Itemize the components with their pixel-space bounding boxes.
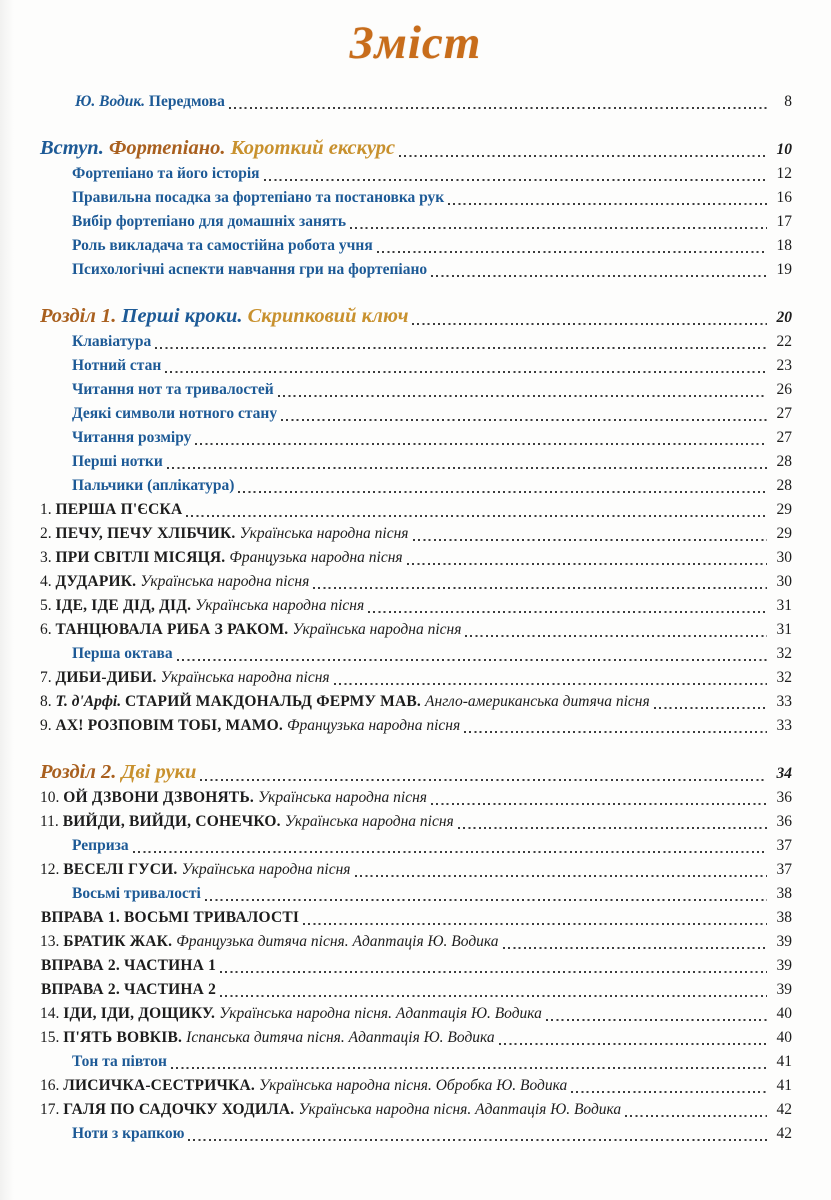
toc-entry — [40, 1002, 792, 1026]
toc-entry-text — [40, 1026, 495, 1050]
toc-entry-text — [72, 402, 277, 426]
toc-segment: Українська народна пісня — [239, 525, 409, 542]
toc-entry — [72, 1050, 792, 1074]
toc-segment: Тон та півтон — [72, 1053, 167, 1070]
dot-leader — [186, 515, 767, 517]
page-number: 42 — [776, 1125, 792, 1142]
toc-entry-text — [40, 570, 309, 594]
toc-segment: Читання нот та тривалостей — [72, 381, 274, 398]
dot-leader — [155, 347, 767, 349]
dot-leader — [334, 683, 767, 685]
toc-segment: ГАЛЯ ПО САДОЧКУ ХОДИЛА. — [63, 1101, 299, 1118]
toc-segment: Нотний стан — [72, 357, 162, 374]
dot-leader — [133, 851, 767, 853]
toc-entry-text — [40, 1002, 542, 1026]
toc-entry — [40, 786, 792, 810]
toc-entry — [40, 1098, 792, 1122]
toc-segment: АХ! РОЗПОВІМ ТОБІ, МАМО. — [55, 717, 288, 734]
toc-segment: Французька народна пісня — [229, 549, 403, 566]
toc-entry-text — [72, 330, 151, 354]
page-number: 22 — [776, 333, 792, 350]
dot-leader — [238, 491, 767, 493]
dot-leader — [464, 731, 767, 733]
page-number: 41 — [776, 1053, 792, 1070]
page-number: 8 — [784, 93, 792, 110]
toc-entry-text — [72, 450, 163, 474]
toc-entry-text — [41, 906, 299, 930]
toc-entry — [41, 954, 792, 978]
toc-segment: Фортепіано та його історія — [72, 165, 260, 182]
toc-entry-text — [72, 378, 274, 402]
dot-leader — [313, 587, 767, 589]
toc-segment: СТАРИЙ МАКДОНАЛЬД ФЕРМУ МАВ. — [124, 693, 426, 710]
toc-entry — [72, 834, 792, 858]
dot-leader — [264, 179, 767, 181]
page-number: 10 — [776, 141, 792, 158]
toc-entry — [40, 810, 792, 834]
toc-entry-text — [72, 474, 234, 498]
toc-segment: 8. — [40, 693, 56, 710]
toc-entry — [41, 906, 792, 930]
toc-entry — [72, 186, 792, 210]
page-number: 38 — [776, 909, 792, 926]
dot-leader — [188, 1139, 767, 1141]
toc-segment: 4. — [40, 573, 56, 590]
page-number: 18 — [776, 237, 792, 254]
toc-segment: ВЕСЕЛІ ГУСИ. — [63, 861, 182, 878]
toc-entry — [72, 378, 792, 402]
page-number: 31 — [776, 597, 792, 614]
page-number: 34 — [776, 765, 792, 782]
toc-segment: Дві руки — [121, 761, 197, 783]
dot-leader — [350, 227, 767, 229]
dot-leader — [413, 539, 768, 541]
dot-leader — [448, 203, 767, 205]
toc-entry — [40, 714, 792, 738]
toc-segment: 9. — [40, 717, 56, 734]
page-number: 40 — [776, 1005, 792, 1022]
toc-segment: 7. — [40, 669, 56, 686]
dot-leader — [355, 875, 768, 877]
toc-segment: Перші кроки. — [121, 305, 248, 327]
toc-entry-text — [40, 666, 330, 690]
dot-leader — [571, 1091, 767, 1093]
page-number: 42 — [776, 1101, 792, 1118]
page-number: 19 — [776, 261, 792, 278]
page-number: 32 — [776, 669, 792, 686]
toc-segment: ВПРАВА 2. ЧАСТИНА 2 — [41, 981, 217, 998]
toc-entry — [72, 882, 792, 906]
page-number: 30 — [776, 549, 792, 566]
toc-segment: Реприза — [72, 837, 129, 854]
toc-entry-text — [72, 642, 173, 666]
page-number: 40 — [776, 1029, 792, 1046]
page-number: 38 — [776, 885, 792, 902]
toc-entry-text — [40, 303, 408, 330]
toc-entry-text — [72, 834, 129, 858]
page-number: 41 — [776, 1077, 792, 1094]
toc-segment: Ю. Водик. — [75, 93, 149, 110]
toc-segment: 1. — [40, 501, 56, 518]
toc-segment: Українська народна пісня — [258, 789, 428, 806]
page-number: 16 — [776, 189, 792, 206]
toc-entry — [72, 450, 792, 474]
page-number: 28 — [776, 453, 792, 470]
toc-entry — [40, 1026, 792, 1050]
page-number: 23 — [776, 357, 792, 374]
page-number: 32 — [776, 645, 792, 662]
toc-segment: Короткий екскурс — [230, 137, 396, 159]
toc-segment: Правильна посадка за фортепіано та постановка рук — [72, 189, 445, 206]
toc-entry-text — [40, 714, 460, 738]
toc-segment: 11. — [40, 813, 63, 830]
toc-segment: ВИЙДИ, ВИЙДИ, СОНЕЧКО. — [62, 813, 285, 830]
toc-entry-text — [40, 618, 461, 642]
page-number: 17 — [776, 213, 792, 230]
page-number: 26 — [776, 381, 792, 398]
toc-entry — [72, 210, 792, 234]
toc-segment: 3. — [40, 549, 56, 566]
toc-entry-text — [41, 978, 216, 1002]
toc-segment: Роль викладача та самостійна робота учня — [72, 237, 373, 254]
toc-entry — [40, 666, 792, 690]
dot-leader — [654, 707, 767, 709]
toc-entry-text — [72, 1122, 184, 1146]
toc-segment: Деякі символи нотного стану — [72, 405, 278, 422]
toc-segment: Восьмі тривалості — [72, 885, 201, 902]
toc-entry — [72, 642, 792, 666]
toc-entry — [75, 90, 792, 114]
toc-entry-text — [40, 522, 409, 546]
toc-entry-text — [40, 594, 364, 618]
toc-entry-text — [72, 210, 346, 234]
toc-segment: БРАТИК ЖАК. — [63, 933, 177, 950]
page-number: 36 — [776, 789, 792, 806]
dot-leader — [303, 923, 767, 925]
toc-entry — [72, 354, 792, 378]
toc-segment: Ноти з крапкою — [72, 1125, 185, 1142]
toc-entry — [40, 594, 792, 618]
toc-segment: 5. — [40, 597, 56, 614]
toc-entry — [41, 978, 792, 1002]
dot-leader — [431, 275, 767, 277]
toc-segment: Розділ 2. — [40, 761, 122, 783]
toc-segment: Українська народна пісня — [160, 669, 330, 686]
dot-leader — [205, 899, 767, 901]
toc-entry-text — [40, 786, 427, 810]
dot-leader — [177, 659, 767, 661]
toc-segment: Українська народна пісня — [195, 597, 365, 614]
dot-leader — [546, 1019, 767, 1021]
toc-section-heading — [40, 303, 792, 330]
page-number: 28 — [776, 477, 792, 494]
dot-leader — [200, 779, 767, 781]
toc-segment: Українська народна пісня. Адаптація Ю. Водика — [219, 1005, 542, 1022]
page-number: 29 — [776, 525, 792, 542]
toc-entry — [40, 498, 792, 522]
toc-segment: ЛИСИЧКА-СЕСТРИЧКА. — [63, 1077, 260, 1094]
toc-segment: Українська народна пісня — [140, 573, 310, 590]
dot-leader — [195, 443, 767, 445]
toc-entry-text — [40, 690, 650, 714]
toc-entry-text — [72, 1050, 167, 1074]
toc-entry-text — [72, 162, 260, 186]
toc-segment: Перша октава — [72, 645, 173, 662]
page-number: 39 — [776, 981, 792, 998]
toc-segment: ДУДАРИК. — [55, 573, 141, 590]
toc-entry — [72, 1122, 792, 1146]
toc-segment: Фортепіано. — [108, 137, 231, 159]
dot-leader — [220, 995, 767, 997]
toc-segment: ТАНЦЮВАЛА РИБА З РАКОМ. — [55, 621, 293, 638]
dot-leader — [167, 467, 767, 469]
dot-leader — [399, 155, 767, 157]
toc-entry-text — [72, 882, 201, 906]
toc-segment: Перші нотки — [72, 453, 163, 470]
toc-entry — [40, 858, 792, 882]
toc-entry-text — [40, 135, 395, 162]
toc-segment: 17. — [40, 1101, 64, 1118]
page-number: 36 — [776, 813, 792, 830]
toc-segment: 10. — [40, 789, 64, 806]
dot-leader — [625, 1115, 767, 1117]
toc-entry — [72, 162, 792, 186]
page-number: 39 — [776, 957, 792, 974]
page-title: Зміст — [349, 17, 482, 69]
page-number: 12 — [776, 165, 792, 182]
toc-entry — [40, 522, 792, 546]
dot-leader — [377, 251, 767, 253]
dot-leader — [465, 635, 767, 637]
toc-entry — [72, 330, 792, 354]
page-number: 27 — [776, 405, 792, 422]
toc-entry — [72, 234, 792, 258]
toc-entry-text — [40, 1074, 567, 1098]
toc-entry — [72, 474, 792, 498]
toc-entry — [40, 1074, 792, 1098]
page-number: 31 — [776, 621, 792, 638]
toc-segment: Українська народна пісня — [181, 861, 351, 878]
toc-segment: Передмова — [148, 93, 225, 110]
toc-segment: 16. — [40, 1077, 64, 1094]
toc-segment: ПЕРША П'ЄСКА — [55, 501, 183, 518]
toc-segment: ВПРАВА 2. ЧАСТИНА 1 — [41, 957, 217, 974]
dot-leader — [220, 971, 767, 973]
toc-segment: Вибір фортепіано для домашніх занять — [72, 213, 347, 230]
toc-entry — [72, 258, 792, 282]
toc-segment: Іспанська дитяча пісня. Адаптація Ю. Водика — [186, 1029, 495, 1046]
toc-segment: Українська народна пісня. Обробка Ю. Водика — [259, 1077, 568, 1094]
page-number: 37 — [776, 837, 792, 854]
toc-segment: 13. — [40, 933, 64, 950]
dot-leader — [499, 1043, 767, 1045]
toc-segment: ОЙ ДЗВОНИ ДЗВОНЯТЬ. — [63, 789, 259, 806]
toc-segment: Вступ. — [40, 137, 109, 159]
toc-entry-text — [40, 759, 196, 786]
toc-segment: Клавіатура — [72, 333, 152, 350]
dot-leader — [412, 323, 767, 325]
toc-entry-text — [40, 810, 454, 834]
toc-segment: Психологічні аспекти навчання гри на фортепіано — [72, 261, 428, 278]
toc-entry-text — [40, 858, 351, 882]
toc-entry — [40, 690, 792, 714]
toc-entry-text — [72, 234, 373, 258]
toc-entry-text — [72, 354, 161, 378]
toc-segment: ПЕЧУ, ПЕЧУ ХЛІБЧИК. — [55, 525, 240, 542]
page-number: 20 — [776, 309, 792, 326]
toc-segment: Розділ 1. — [40, 305, 122, 327]
page-number: 29 — [776, 501, 792, 518]
page-number: 33 — [776, 693, 792, 710]
dot-leader — [171, 1067, 767, 1069]
dot-leader — [458, 827, 767, 829]
toc-entry-text — [40, 1098, 621, 1122]
toc-segment: 6. — [40, 621, 56, 638]
toc-segment: Т. д'Арфі. — [55, 693, 125, 710]
toc-entry — [40, 930, 792, 954]
toc-segment: ВПРАВА 1. ВОСЬМІ ТРИВАЛОСТІ — [41, 909, 300, 926]
toc-segment: Українська народна пісня — [292, 621, 462, 638]
dot-leader — [165, 371, 767, 373]
toc-segment: Пальчики (аплікатура) — [72, 477, 235, 494]
page-number: 27 — [776, 429, 792, 446]
dot-leader — [407, 563, 767, 565]
table-of-contents — [0, 90, 831, 1146]
toc-section-heading — [40, 759, 792, 786]
toc-segment: ІДЕ, ІДЕ ДІД, ДІД. — [55, 597, 196, 614]
toc-entry-text — [41, 954, 216, 978]
page-number: 39 — [776, 933, 792, 950]
toc-entry — [72, 426, 792, 450]
toc-segment: Читання розміру — [72, 429, 192, 446]
dot-leader — [229, 107, 767, 109]
toc-entry-text — [75, 90, 225, 114]
dot-leader — [368, 611, 767, 613]
toc-entry-text — [40, 930, 499, 954]
toc-segment: Скрипковий ключ — [247, 305, 409, 327]
toc-entry — [40, 570, 792, 594]
toc-entry — [40, 546, 792, 570]
toc-entry — [72, 402, 792, 426]
dot-leader — [278, 395, 767, 397]
toc-segment: П'ЯТЬ ВОВКІВ. — [63, 1029, 187, 1046]
toc-segment: 14. — [40, 1005, 64, 1022]
toc-segment: ІДИ, ІДИ, ДОЩИКУ. — [63, 1005, 220, 1022]
toc-segment: 15. — [40, 1029, 64, 1046]
dot-leader — [431, 803, 767, 805]
toc-segment: 12. — [40, 861, 64, 878]
toc-segment: Французька дитяча пісня. Адаптація Ю. Водика — [176, 933, 499, 950]
toc-section-heading — [40, 135, 792, 162]
dot-leader — [281, 419, 767, 421]
toc-segment: Англо-американська дитяча пісня — [425, 693, 650, 710]
toc-segment: 2. — [40, 525, 56, 542]
toc-segment: Французька народна пісня — [287, 717, 461, 734]
toc-segment: Українська народна пісня. Адаптація Ю. Водика — [298, 1101, 622, 1118]
toc-entry-text — [72, 426, 191, 450]
toc-entry-text — [40, 546, 403, 570]
page-number: 30 — [776, 573, 792, 590]
toc-segment: ПРИ СВІТЛІ МІСЯЦЯ. — [55, 549, 230, 566]
toc-entry — [40, 618, 792, 642]
page-number: 37 — [776, 861, 792, 878]
toc-entry-text — [40, 498, 182, 522]
page-number: 33 — [776, 717, 792, 734]
toc-entry-text — [72, 186, 444, 210]
dot-leader — [503, 947, 767, 949]
toc-entry-text — [72, 258, 427, 282]
toc-segment: Українська народна пісня — [284, 813, 454, 830]
toc-segment: ДИБИ-ДИБИ. — [55, 669, 161, 686]
